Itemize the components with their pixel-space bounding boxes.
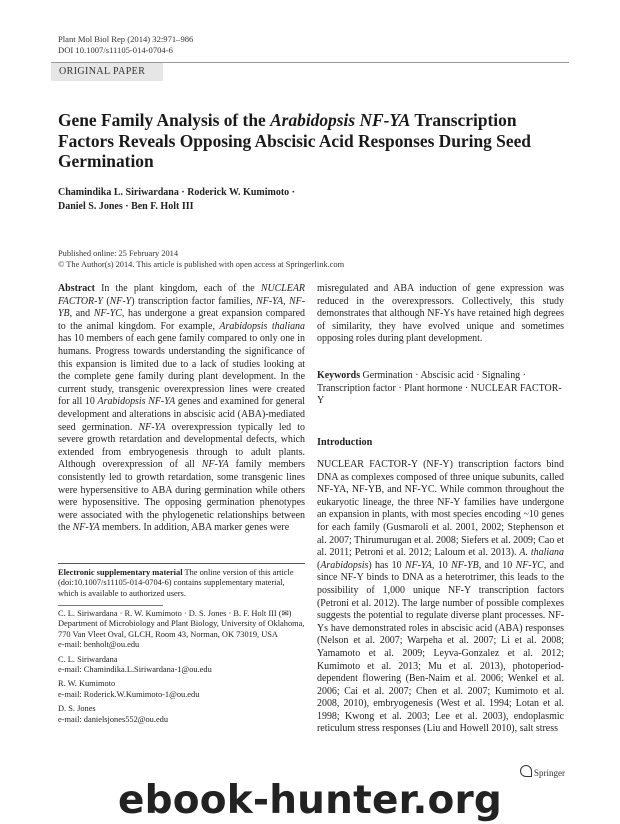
abstract-label: Abstract — [58, 283, 95, 294]
abstract-italic: NF-YA — [201, 459, 229, 471]
authors-line2: Daniel S. Jones · Ben F. Holt III — [58, 200, 194, 212]
intro-italic: Arabidopsis — [320, 559, 369, 571]
abstract-italic: Arabidopsis thaliana — [219, 320, 305, 332]
keywords-label: Keywords — [317, 370, 361, 381]
introduction-heading: Introduction — [317, 437, 373, 448]
open-access-note: © The Author(s) 2014. This article is published with open access at Springerlink.com — [58, 259, 345, 269]
article-type-banner — [51, 62, 569, 82]
published-date: Published online: 25 February 2014 — [58, 249, 179, 258]
author-list — [58, 186, 558, 213]
abstract-italic: NF-YB — [58, 295, 306, 320]
abstract-paragraph — [58, 283, 305, 535]
abstract-italic: NF-YA — [138, 421, 166, 433]
journal-doi: DOI 10.1007/s11105-014-0704-6 — [58, 44, 173, 55]
esm-text: The online version of this article (doi:10.1007/s11105-014-0704-6) contains supplementary material, which is available to authorized users. — [58, 568, 294, 598]
supplementary-note — [58, 563, 305, 599]
article-type-label: ORIGINAL PAPER — [51, 63, 163, 81]
affiliation-names: D. S. Jones — [58, 704, 96, 714]
affiliation-email[interactable]: e-mail: danielsjones552@ou.edu — [58, 714, 169, 724]
intro-italic: NF-YA — [404, 559, 432, 571]
affiliation-block — [58, 679, 305, 700]
abstract-text: In the plant kingdom, each of the — [94, 283, 261, 294]
abstract-continuation: misregulated and ABA induction of gene expression was reduced in the overexpressors. Collectively, this study demonstrates that although NF-Ys have retained high degrees of similarity, they have evolved unique and sometimes opposing roles during plant development. — [317, 283, 564, 345]
journal-volume: Plant Mol Biol Rep (2014) 32:971–986 — [58, 34, 194, 44]
intro-text: NUCLEAR FACTOR-Y (NF-Y) transcription factors bind DNA as complexes composed of three unique subunits, called NF-YA, NF-YB, and NF-YC. While common throughout the eukaryotic lineage, the three NF-Y families have undergone an expansion in plants, with most species encoding ~10 genes for each family (Gusmaroli et al. 2001, 2002; Stephenson et al. 2007; Thirumurugan et al. 2008; Siefers et al. 2009; Cao et al. 2011; Petroni et al. 2012; Laloum et al. 2013). — [317, 459, 564, 559]
publisher-name: Springer — [534, 768, 565, 778]
abstract-text: family members consistently led to growth retardation, some transgenic lines were hypersensitive to ABA during germination while others were hyposensitive. The opposing germination phenotypes were associated with the phylogenetic relationships between the — [58, 459, 305, 534]
abstract-left-column — [58, 283, 305, 535]
affiliation-email[interactable]: e-mail: Roderick.W.Kumimoto-1@ou.edu — [58, 689, 200, 699]
title-part1: Gene Family Analysis of the — [58, 110, 271, 130]
intro-italic: A. thaliana — [519, 547, 564, 559]
affiliation-email[interactable]: e-mail: Chamindika.L.Siriwardana-1@ou.edu — [58, 665, 212, 675]
paper-title — [58, 110, 558, 172]
abstract-italic: NUCLEAR FACTOR-Y — [58, 283, 305, 307]
authors-line1: Chamindika L. Siriwardana · Roderick W. Kumimoto · — [58, 187, 295, 198]
intro-text: ( — [317, 559, 321, 571]
affiliations — [58, 605, 305, 729]
intro-italic: NF-YB — [451, 559, 479, 571]
affiliation-names: R. W. Kumimoto — [58, 679, 116, 689]
intro-text: , and 10 — [478, 559, 516, 571]
abstract-italic: NF-YC — [93, 308, 122, 320]
abstract-text: overexpression typically led to severe growth retardation and developmental defects, which extended from embryogenesis through to adult plants. Although overexpression of all — [58, 421, 305, 471]
affiliation-block — [58, 609, 305, 651]
publisher-mark — [520, 765, 565, 778]
title-italic: Arabidopsis NF-YA — [270, 110, 411, 130]
watermark: ebook-hunter.org — [117, 778, 503, 823]
abstract-right-column — [317, 283, 564, 346]
abstract-italic: NF-Y — [109, 295, 132, 307]
abstract-text: , — [283, 295, 289, 307]
affiliation-address: Department of Microbiology and Plant Biology, University of Oklahoma, 770 Van Vleet Oval, GLCH, Room 43, Norman, OK 73019, USA — [58, 619, 305, 639]
introduction-body — [317, 459, 564, 736]
title-part2: Transcription Factors Reveals Opposing Abscisic Acid Responses During Seed Germination — [58, 110, 531, 172]
affiliation-block — [58, 704, 305, 725]
abstract-text: has 10 members of each gene family compared to only one in humans. Progress towards understanding the significance of this expansion is limited due to a lack of studies looking at the complete gene family during plant development. In the current study, transgenic overexpression lines were created for all 10 — [58, 333, 305, 408]
abstract-text: , and — [69, 308, 94, 320]
abstract-italic: NF-YA — [256, 295, 284, 307]
springer-horse-icon — [520, 765, 532, 777]
keywords-text: Germination · Abscisic acid · Signaling · Transcription factor · Plant hormone · NUCLEAR FACTOR-Y — [317, 370, 562, 407]
intro-text: ) has 10 — [368, 559, 405, 571]
abstract-italic: Arabidopsis NF-YA — [97, 396, 176, 408]
affiliation-names: C. L. Siriwardana — [58, 654, 118, 664]
publication-info — [58, 249, 344, 270]
abstract-text: , has undergone a great expansion compared to the animal kingdom. For example, — [58, 308, 305, 332]
intro-italic: NF-YC — [515, 559, 544, 571]
abstract-text: genes and examined for general development and alterations in abscisic acid (ABA)-mediated seed germination. — [58, 396, 305, 433]
affiliation-block — [58, 655, 305, 676]
affiliation-divider — [58, 605, 163, 606]
intro-text: , and since NF-Y binds to DNA as a heterotrimer, this leads to the possibility of 1,000 unique NF-Y transcription factors (Petroni et al. 2012). The large number of possible complexes suggests the potential to regulate diverse plant processes. NF-Ys have demonstrated roles in abscisic acid (ABA) responses (Nelson et al. 2007; Warpeha et al. 2007; Li et al. 2008; Yamamoto et al. 2009; Leyva-Gonzalez et al. 2012; Kumimoto et al. 2013; Mu et al. 2013), photoperiod-dependent flowering (Ben-Naim et al. 2006; Wenkel et al. 2006; Cai et al. 2007; Chen et al. 2007; Kumimoto et al. 2008, 2010), embryogenesis (West et al. 1994; Lotan et al. 1998; Kwong et al. 2003; Lee et al. 2003), endoplasmic reticulum stress responses (Liu and Howell 2010), salt stress — [317, 559, 564, 735]
affiliation-email[interactable]: e-mail: benholt@ou.edu — [58, 640, 140, 650]
abstract-italic: NF-YA — [72, 522, 100, 534]
abstract-text: members. In addition, ABA marker genes were — [99, 522, 290, 534]
abstract-text: ) transcription factor families, — [131, 295, 257, 307]
intro-text: , 10 — [431, 559, 452, 571]
keywords — [317, 370, 564, 408]
esm-label: Electronic supplementary material — [58, 568, 183, 577]
affiliation-names: C. L. Siriwardana · R. W. Kumimoto · D. S. Jones · B. F. Holt III (✉) — [58, 609, 292, 618]
abstract-text: ( — [102, 295, 110, 307]
journal-citation — [58, 34, 193, 55]
